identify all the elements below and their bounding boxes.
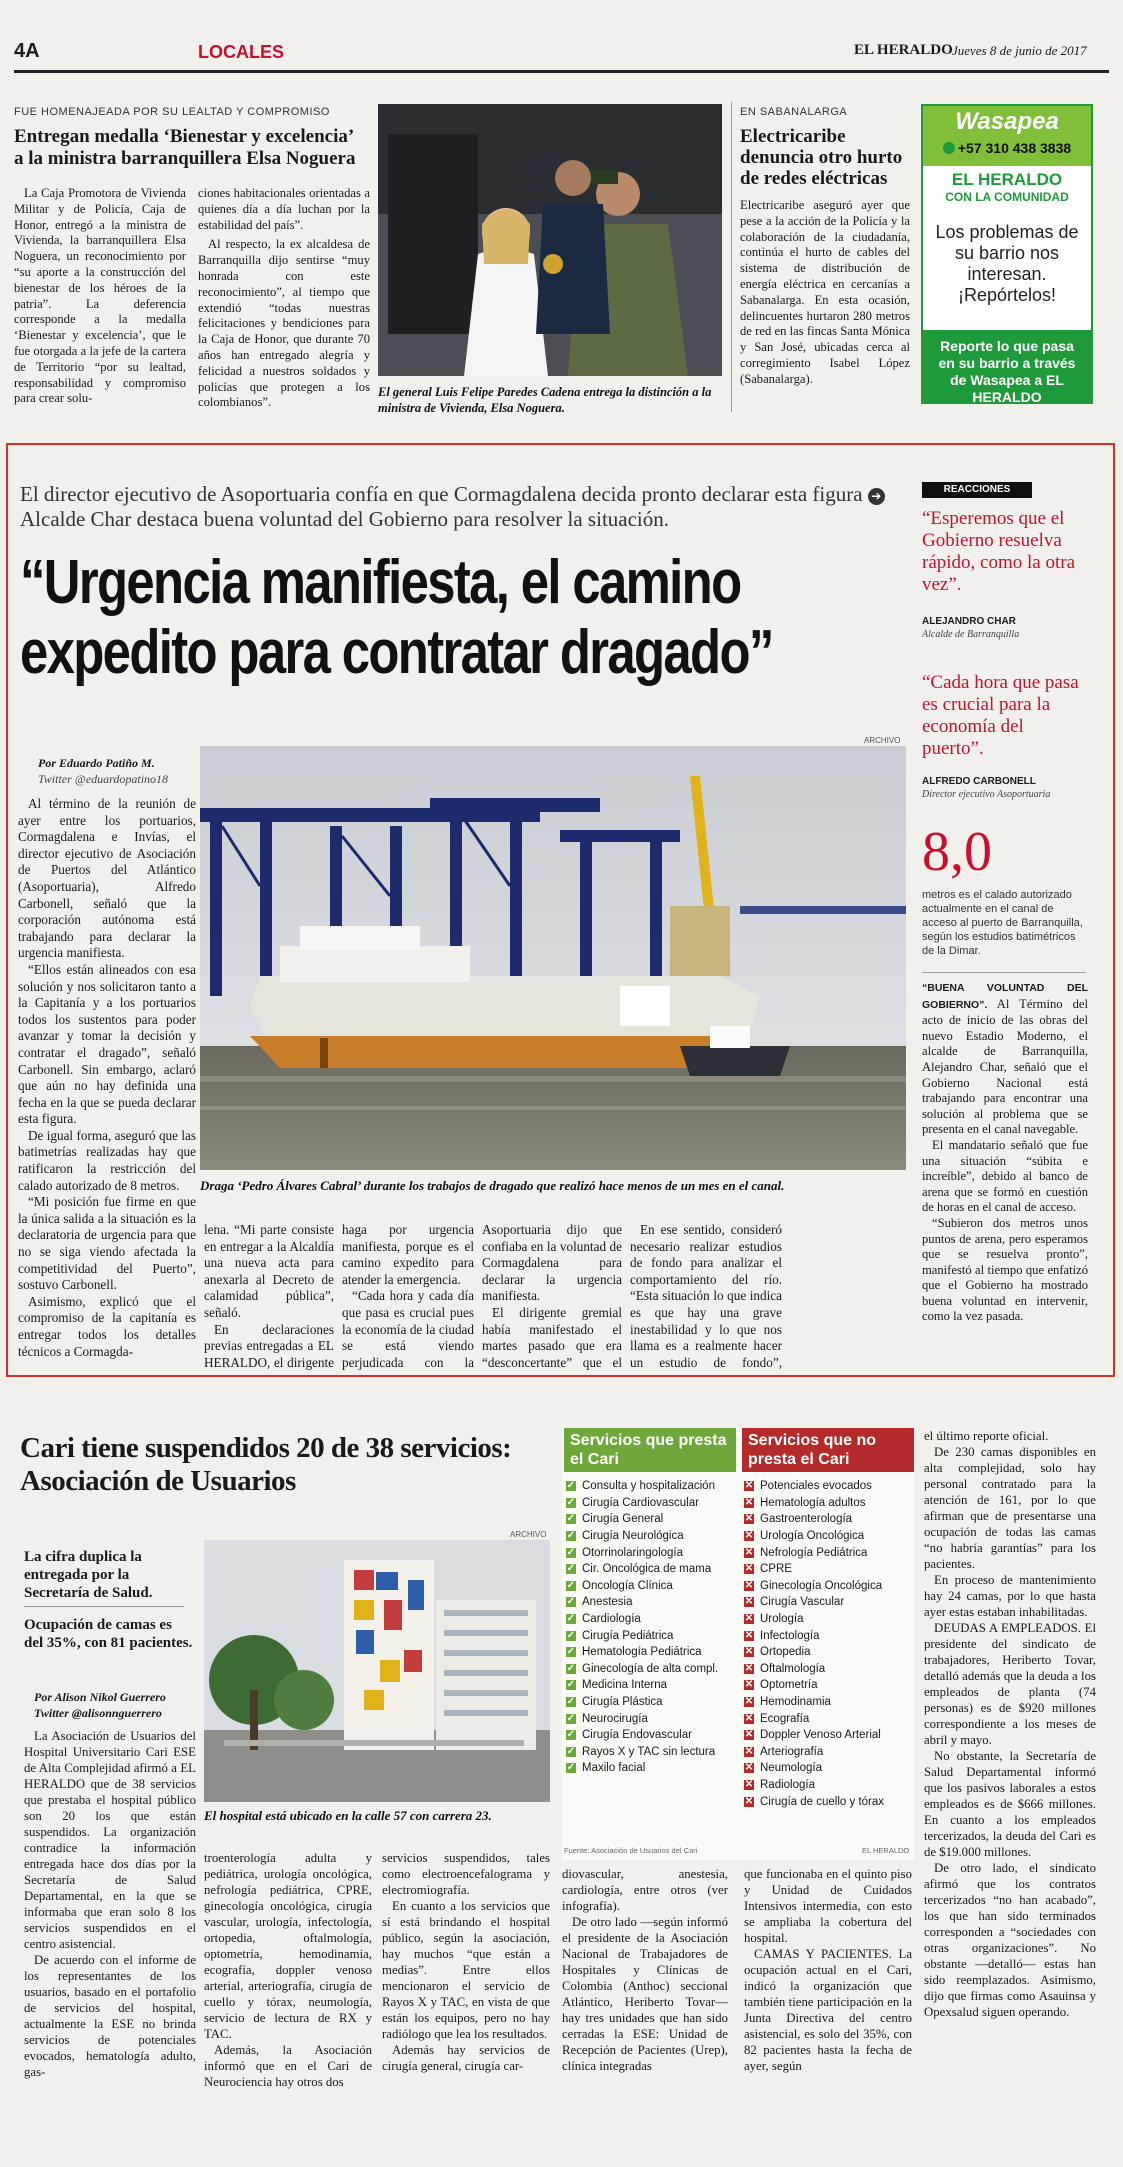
service-label: Oftalmología	[760, 1662, 826, 1675]
page-number: 4A	[14, 40, 40, 62]
electricaribe-headline: Electricaribe denuncia otro hurto de redes eléctricas	[740, 126, 903, 189]
service-item	[566, 1495, 736, 1512]
cari-col-5: que funcionaba en el quinto piso y Unidad de Cuidados Intensivos intermedia, con esto se ampliaba la cobertura del hospital. CAMAS Y PACIENTES. La ocupación actual en el Cari, indicó la organización que también tiene participación en la Junta Directiva del centro asistencial, es solo del 35%, con 82 pacientes hasta la fecha de ayer, según	[744, 1867, 912, 2073]
check-icon: ✓	[566, 1679, 576, 1691]
service-label: Cirugía Plástica	[582, 1696, 663, 1709]
service-item	[566, 1627, 736, 1644]
check-icon: ✓	[566, 1496, 576, 1508]
check-icon: ✓	[566, 1762, 576, 1774]
cari-byline: Por Alison Nikol Guerrero	[34, 1690, 166, 1704]
check-icon: ✓	[566, 1629, 576, 1641]
service-label: Anestesia	[582, 1596, 633, 1609]
check-icon: ✓	[566, 1662, 576, 1674]
service-item	[566, 1744, 736, 1761]
service-label: Hemodinamia	[760, 1696, 831, 1709]
ceremony-photo-illustration	[378, 104, 722, 376]
x-icon: ✕	[744, 1712, 754, 1724]
reactions-label: REACCIONES	[922, 482, 1032, 498]
wasapea-message: Los problemas de su barrio nos interesan. ¡Repórtelos!	[935, 222, 1079, 305]
service-label: Urología	[760, 1613, 804, 1626]
service-label: Medicina Interna	[582, 1679, 668, 1692]
arrow-right-icon: ➔	[868, 488, 885, 505]
cari-twitter: Twitter @alisonnguerrero	[34, 1706, 162, 1720]
x-icon: ✕	[744, 1745, 754, 1757]
x-icon: ✕	[744, 1579, 754, 1591]
hospital-illustration	[204, 1540, 550, 1802]
reaction-quote-2: “Cada hora que pasa es crucial para la economía del puerto”.	[922, 672, 1079, 759]
cari-headline: Cari tiene suspendidos 20 de 38 servicios: Asociación de Usuarios	[20, 1432, 512, 1497]
x-icon: ✕	[744, 1613, 754, 1625]
service-item	[744, 1661, 914, 1678]
service-item	[566, 1661, 736, 1678]
cari-col-1: La Asociación de Usuarios del Hospital Universitario Cari ESE de Alta Complejidad afirmó a EL HERALDO que de 38 servicios que prestaba el hospital público son 20 los que están suspendidos. La organización contradice la información entregada hace dos días por la Secretaría de Salud Departamental, en la que se informaba que eran solo 8 los servicios suspendidos en el centro asistencial. De acuerdo con el informe de los representantes de los usuarios, basado en el portafolio de servicios del hospital, actualmente la ESE no brinda servicios de potenciales evocados, hematología adulto, gas-	[24, 1729, 196, 2079]
service-item	[744, 1561, 914, 1578]
sidebar-rule	[922, 972, 1086, 973]
highlight-rule	[24, 1606, 184, 1607]
check-icon: ✓	[566, 1696, 576, 1708]
reaction-name-2: ALFREDO CARBONELL	[922, 776, 1036, 787]
wasapea-line1: EL HERALDO	[951, 170, 1063, 189]
main-col-1: Al término de la reunión de ayer entre los portuarios, Cormagdalena e Invías, el director ejecutivo de Asociación de Puertos del Atlántico (Asoportuaria), Alfredo Carbonell, señaló que la corporación autónoma está trabajando para declarar la urgencia manifiesta. “Ellos están alineados con esa solución y nos solicitaron tanto a la Capitanía y a los portuarios todos los sustentos para poder avanzar y tomar la decisión y contratar el dragado”, señaló Carbonell. Sin embargo, aclaró que aún no hay definida una fecha en la que se pueda declarar esta figura. De igual forma, aseguró que las batimetrías realizadas hay que ratificaron la restricción del calado autorizado de 8 metros. “Mi posición fue firme en que la única salida a la situación es la declaratoria de urgencia para que no se siga viendo afectada la competitividad del Puerto”, sostuvo Carbonell. Asimismo, explicó que el compromiso de la capitanía es entregar todos los detalles técnicos a Cormagda-	[18, 796, 196, 1359]
page-header	[14, 40, 1114, 70]
page-date: Jueves 8 de junio de 2017	[952, 43, 1087, 58]
service-item	[744, 1760, 914, 1777]
service-label: Ginecología de alta compl.	[582, 1662, 719, 1675]
service-item	[744, 1544, 914, 1561]
column-rule	[731, 102, 732, 412]
service-item	[744, 1495, 914, 1512]
service-label: Cirugía Cardiovascular	[582, 1496, 699, 1509]
service-item	[566, 1727, 736, 1744]
x-icon: ✕	[744, 1662, 754, 1674]
main-headline: “Urgencia manifiesta, el camino expedito para contratar dragado”	[20, 548, 773, 687]
hospital-photo	[204, 1540, 550, 1802]
check-icon: ✓	[566, 1513, 576, 1525]
reactions-sidebar	[918, 482, 1098, 1374]
service-label: Cirugía Endovascular	[582, 1729, 692, 1742]
services-no-list	[744, 1478, 914, 1810]
medal-photo	[378, 104, 722, 376]
x-icon: ✕	[744, 1696, 754, 1708]
x-icon: ✕	[744, 1778, 754, 1790]
cari-highlight-2: Ocupación de camas es del 35%, con 81 pacientes.	[24, 1617, 193, 1651]
service-label: Doppler Venoso Arterial	[760, 1729, 881, 1742]
x-icon: ✕	[744, 1629, 754, 1641]
cari-col-6: el último reporte oficial. De 230 camas disponibles en alta complejidad, solo hay personal contratado para la atención de 161, por lo que afirman que de presentarse una ocupación de todas las camas “no habría garantías” para los pacientes. En proceso de mantenimiento hay 24 camas, por lo que hasta ayer estas estaban inhabilitadas. DEUDAS A EMPLEADOS. El presidente del sindicato de trabajadores, Heriberto Tovar, detalló además que la deuda a los empleados de planta (74 personas) es de $920 millones correspondiente a los meses de abril y mayo. No obstante, la Secretaría de Salud Departamental informó que los pasivos laborales a estos empleados es de $666 millones. En cuanto a los empleados tercerizados, la deuda del Cari es de $19.000 millones. De otro lado, el sindicato afirmó que los contratos tercerizados “no han acabado”, los que han sido terminados corresponden a “sociedades con otras organizaciones”. No obstante —detalló— estas han sido reemplazados. Asimismo, dijo que firmas como Asauinsa y Opexsalud siguen operando.	[924, 1429, 1096, 2019]
main-col-2: lena. “Mi parte consiste en entregar a la Alcaldía una nueva acta para anexarla al Decreto de calamidad pública”, señaló. En declaraciones previas entregadas a EL HERALDO, el dirigente	[204, 1222, 334, 1370]
service-item	[744, 1578, 914, 1595]
sidebar-body: “BUENA VOLUNTAD DEL GOBIERNO”. Al Término del acto de inicio de las obras del nuevo Estadio Moderno, el alcalde de Barranquilla, Alejandro Char, señaló que el Gobierno Nacional está trabajando para encontrar una solución al problema que se presenta en el canal navegable. El mandatario señaló que fue una situación “súbita e increíble”, debido al banco de arena que se formó en cuestión de horas en el canal de acceso. “Subieron dos metros unos puntos de arena, pero esperamos que se resuelva pronto”, manifestó al tiempo que enfatizó que el Gobierno ha mostrado buena voluntad en intervenir, como la vez pasada.	[922, 982, 1088, 1324]
service-item	[744, 1793, 914, 1810]
service-label: Optometría	[760, 1679, 818, 1692]
x-icon: ✕	[744, 1596, 754, 1608]
service-label: Cardiología	[582, 1613, 641, 1626]
service-item	[566, 1710, 736, 1727]
service-label: Ginecología Oncológica	[760, 1579, 883, 1592]
wasapea-brand: Wasapea	[955, 108, 1059, 135]
medal-headline: Entregan medalla ‘Bienestar y excelencia’ a la ministra barranquillera Elsa Noguera	[14, 126, 356, 169]
services-infographic	[562, 1428, 914, 1860]
x-icon: ✕	[744, 1530, 754, 1542]
x-icon: ✕	[744, 1496, 754, 1508]
service-label: Cirugía Pediátrica	[582, 1629, 674, 1642]
service-item	[744, 1528, 914, 1545]
service-item	[744, 1710, 914, 1727]
whatsapp-icon	[943, 142, 955, 154]
check-icon: ✓	[566, 1546, 576, 1558]
cari-photo-credit: ARCHIVO	[510, 1530, 547, 1539]
service-item	[744, 1727, 914, 1744]
service-label: Consulta y hospitalización	[582, 1480, 715, 1493]
x-icon: ✕	[744, 1679, 754, 1691]
x-icon: ✕	[744, 1563, 754, 1575]
service-label: Gastroenterología	[760, 1513, 853, 1526]
stat-value: 8,0	[922, 821, 992, 883]
check-icon: ✓	[566, 1563, 576, 1575]
reaction-role-2: Director ejecutivo Asoportuaria	[922, 789, 1051, 800]
x-icon: ✕	[744, 1646, 754, 1658]
service-label: Cir. Oncológica de mama	[582, 1563, 712, 1576]
service-label: Ortopedia	[760, 1646, 811, 1659]
service-item	[744, 1694, 914, 1711]
wasapea-phone: +57 310 438 3838	[923, 140, 1091, 156]
main-col-4: Asoportuaria dijo que confiaba en la voluntad de Cormagdalena para declarar la urgencia manifiesta. El dirigente gremial había manifestado el martes pasado que era “desconcertante” que el	[482, 1222, 622, 1370]
section-label: LOCALES	[198, 42, 285, 62]
service-item	[566, 1544, 736, 1561]
check-icon: ✓	[566, 1613, 576, 1625]
check-icon: ✓	[566, 1729, 576, 1741]
service-label: Cirugía General	[582, 1513, 664, 1526]
service-label: Arteriografía	[760, 1745, 824, 1758]
x-icon: ✕	[744, 1762, 754, 1774]
service-item	[566, 1644, 736, 1661]
reaction-role-1: Alcalde de Barranquilla	[922, 629, 1020, 640]
medal-kicker: FUE HOMENAJEADA POR SU LEALTAD Y COMPROMISO	[14, 106, 330, 118]
check-icon: ✓	[566, 1480, 576, 1492]
service-label: Rayos X y TAC sin lectura	[582, 1745, 716, 1758]
service-item	[566, 1760, 736, 1777]
infographic-credit: EL HERALDO	[862, 1846, 910, 1855]
infographic-source: Fuente: Asociación de Usuarios del Cari	[564, 1846, 698, 1855]
service-item	[566, 1578, 736, 1595]
check-icon: ✓	[566, 1712, 576, 1724]
service-item	[566, 1528, 736, 1545]
dredge-photo	[200, 746, 906, 1170]
service-label: Cirugía Neurológica	[582, 1530, 684, 1543]
service-label: Hematología adultos	[760, 1496, 866, 1509]
service-item	[566, 1611, 736, 1628]
service-label: Nefrología Pediátrica	[760, 1546, 868, 1559]
service-label: Otorrinolaringología	[582, 1546, 684, 1559]
service-label: CPRE	[760, 1563, 792, 1576]
x-icon: ✕	[744, 1480, 754, 1492]
main-photo-credit: ARCHIVO	[864, 736, 901, 745]
paper-name: EL HERALDO	[854, 42, 953, 58]
medal-body: La Caja Promotora de Vivienda Militar y de Policía, Caja de Honor, entregó a la ministra de Vivienda, la barranquillera Elsa Noguera, un reconocimiento por “su aporte a la construcción del bienestar de los héroes de la patria”. La deferencia corresponde a la medalla ‘Bienestar y excelencia’, que le fue otorgada a la jefe de la cartera de Territorio “por su lealtad, responsabilidad y compromiso para crear solu- ciones habitacionales orientadas a quienes día a día luchan por la estabilidad del país”. Al respecto, la ex alcaldesa de Barranquilla dijo sentirse “muy honrada con este reconocimiento”, al tiempo que extendió “todas nuestras felicitaciones y bendiciones para la Caja de Honor, que durante 70 años han entregado alegría y felicidad a nuestros soldados y policías que protegen a los colombianos”.	[14, 186, 370, 410]
service-label: Maxilo facial	[582, 1762, 646, 1775]
service-label: Potenciales evocados	[760, 1480, 872, 1493]
service-label: Cirugía de cuello y tórax	[760, 1795, 885, 1808]
main-caption: Draga ‘Pedro Álvares Cabral’ durante los trabajos de dragado que realizó hace menos de un mes en el canal.	[200, 1178, 785, 1193]
service-item	[566, 1594, 736, 1611]
wasapea-line2: CON LA COMUNIDAD	[945, 190, 1069, 204]
check-icon: ✓	[566, 1596, 576, 1608]
service-item	[566, 1561, 736, 1578]
services-no-title: Servicios que no presta el Cari	[742, 1428, 914, 1472]
main-col-3: haga por urgencia manifiesta, porque es el camino expedito para atender la emergencia. “Cada hora y cada día que pasa es crucial pues la economía de la ciudad se está viendo perjudicada con la	[342, 1222, 474, 1370]
check-icon: ✓	[566, 1745, 576, 1757]
service-item	[566, 1694, 736, 1711]
services-yes-title: Servicios que presta el Cari	[564, 1428, 736, 1472]
service-item	[744, 1744, 914, 1761]
main-col-5: En ese sentido, consideró necesario realizar estudios de fondo para analizar el comportamiento del río. “Esta situación lo que indica es que hay una grave inestabilidad y lo que nos llama es a realmente hacer un estudio de fondo”,	[630, 1222, 782, 1370]
check-icon: ✓	[566, 1646, 576, 1658]
service-item	[744, 1611, 914, 1628]
wasapea-ad[interactable]	[921, 104, 1093, 404]
service-label: Neurocirugía	[582, 1712, 648, 1725]
main-twitter: Twitter @eduardopatino18	[38, 772, 169, 786]
x-icon: ✕	[744, 1546, 754, 1558]
reaction-quote-1: “Esperemos que el Gobierno resuelva rápido, como la otra vez”.	[922, 508, 1076, 595]
x-icon: ✕	[744, 1729, 754, 1741]
header-rule	[14, 70, 1109, 73]
main-byline: Por Eduardo Patiño M.	[38, 756, 155, 770]
stat-text: metros es el calado autorizado actualmente en el canal de acceso al puerto de Barranquilla, según los estudios batimétricos de la Dimar.	[922, 889, 1083, 957]
cari-col-3: servicios suspendidos, tales como electroencefalograma y electromiografía. En cuanto a los servicios que sí está brindando el hospital público, según la asociación, hay muchos “que están a medias”. Entre ellos mencionaron el servicio de Rayos X y TAC, en vista de que están los equipos, pero no hay radiólogo que lea los resultados. Además hay servicios de cirugía general, cirugía car-	[382, 1851, 550, 2073]
x-icon: ✕	[744, 1795, 754, 1807]
service-label: Infectología	[760, 1629, 820, 1642]
service-label: Cirugía Vascular	[760, 1596, 845, 1609]
service-item	[566, 1478, 736, 1495]
cari-highlight-1: La cifra duplica la entregada por la Secretaría de Salud.	[24, 1549, 153, 1601]
service-item	[744, 1677, 914, 1694]
service-label: Hematología Pediátrica	[582, 1646, 702, 1659]
service-item	[566, 1677, 736, 1694]
service-item	[744, 1627, 914, 1644]
service-label: Urología Oncológica	[760, 1530, 865, 1543]
cari-col-2: troenterología adulta y pediátrica, urología oncológica, nefrología pediátrica, CPRE, ginecología oncológica, cirugía vascular, urología, infectología, ortopedia, oftalmología, optometría, hemodinamia, ecografía, doppler venoso arterial, arteriografía, cirugía de cuello y tórax, neumología, servicio de lectura de RX y TAC. Además, la Asociación informó que en el Cari de Neurociencia hay otros dos	[204, 1851, 372, 2089]
service-item	[744, 1478, 914, 1495]
service-item	[744, 1511, 914, 1528]
check-icon: ✓	[566, 1579, 576, 1591]
electricaribe-kicker: EN SABANALARGA	[740, 106, 848, 118]
electricaribe-body: Electricaribe aseguró ayer que pese a la acción de la Policía y la colaboración de la ciudadanía, continúa el hurto de cables del sistema de distribución de energía eléctrica en cercanías a Sabanalarga. En esta ocasión, delincuentes hurtaron 280 metros de red en las fincas Santa Mónica y San José, ubicadas cerca al corregimiento Isabel López (Sabanalarga).	[740, 198, 910, 386]
service-item	[744, 1644, 914, 1661]
service-label: Oncología Clínica	[582, 1579, 673, 1592]
service-label: Radiología	[760, 1778, 815, 1791]
cari-col-4: diovascular, anestesia, cardiología, entre otros (ver infografía). De otro lado —según informó el presidente de la Asociación Nacional de Trabajadores de Hospitales y Clínicas de Colombia (Anthoc) seccional Atlántico, Heriberto Tovar— hay tres unidades que han sido cerradas la ESE: Unidad de Recepción de Pacientes (Urep), clínica integradas	[562, 1867, 728, 2073]
medal-caption: El general Luis Felipe Paredes Cadena entrega la distinción a la ministra de Vivienda, Elsa Noguera.	[378, 385, 712, 415]
check-icon: ✓	[566, 1530, 576, 1542]
service-label: Ecografía	[760, 1712, 810, 1725]
wasapea-banner	[923, 106, 1091, 166]
x-icon: ✕	[744, 1513, 754, 1525]
service-item	[744, 1594, 914, 1611]
service-item	[566, 1511, 736, 1528]
main-deck: El director ejecutivo de Asoportuaria confía en que Cormagdalena decida pronto declarar esta figura ➔ Alcalde Char destaca buena voluntad del Gobierno para resolver la situación.	[20, 482, 900, 532]
wasapea-cta[interactable]: Reporte lo que pasa en su barrio a través de Wasapea a EL HERALDO	[923, 330, 1091, 402]
service-label: Neumología	[760, 1762, 823, 1775]
cari-caption: El hospital está ubicado en la calle 57 con carrera 23.	[204, 1808, 492, 1823]
services-yes-list	[566, 1478, 736, 1777]
service-item	[744, 1777, 914, 1794]
dredge-ship-illustration	[200, 746, 906, 1170]
reaction-name-1: ALEJANDRO CHAR	[922, 616, 1016, 627]
